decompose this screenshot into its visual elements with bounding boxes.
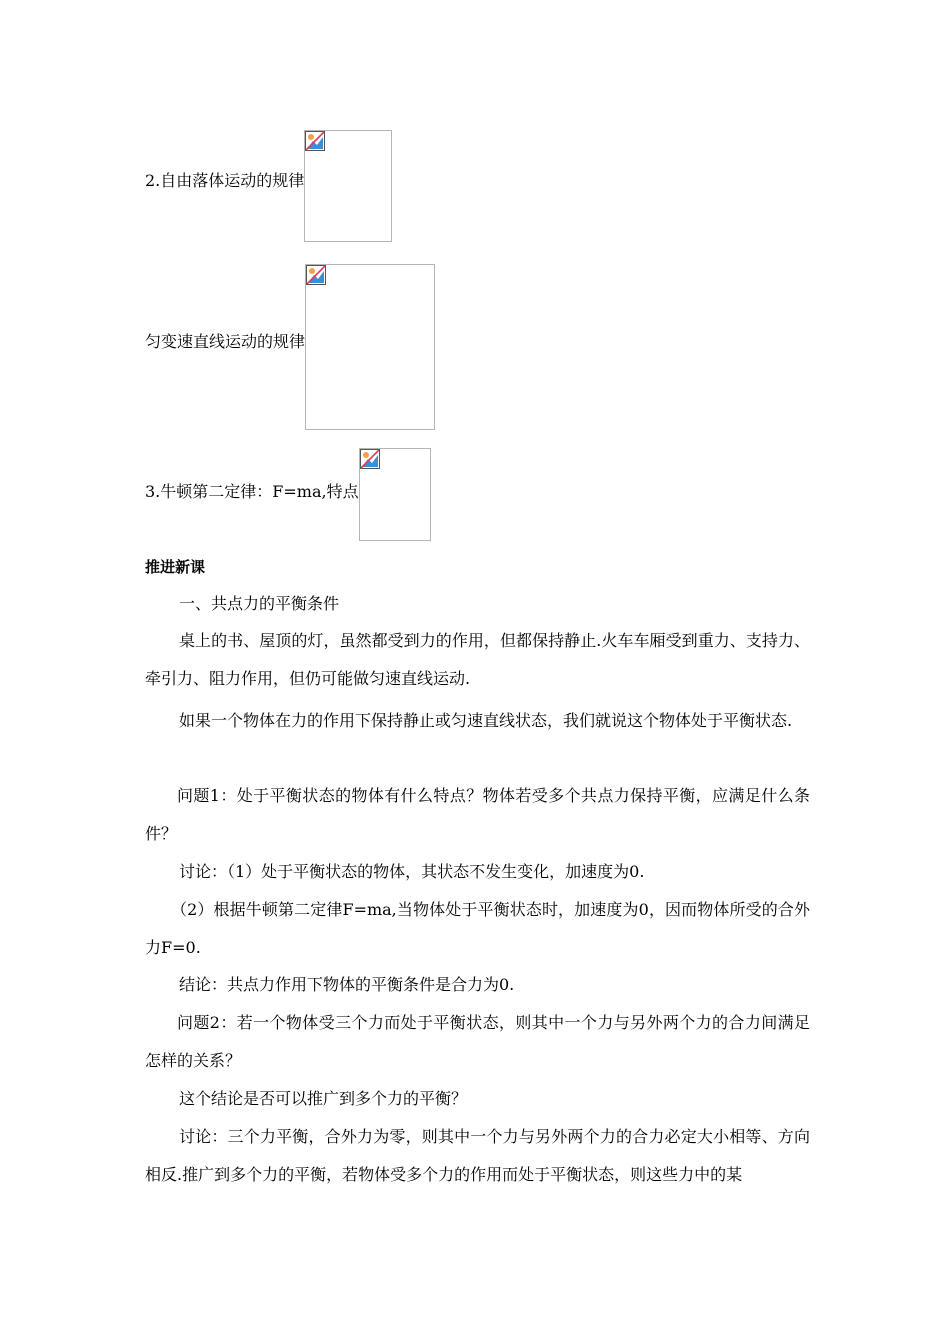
paragraph-question: 问题1：处于平衡状态的物体有什么特点？物体若受多个共点力保持平衡，应满足什么条件？: [145, 786, 810, 843]
paragraph-conclusion: 结论：共点力作用下物体的平衡条件是合力为0.: [179, 975, 515, 994]
broken-image-icon: [360, 449, 380, 469]
broken-image-icon: [306, 265, 326, 285]
paragraph-discussion: 讨论：三个力平衡，合外力为零，则其中一个力与另外两个力的合力必定大小相等、方向相反.推广到多个力的平衡，若物体受多个力的作用而处于平衡状态，则这些力中的某: [145, 1127, 810, 1184]
paragraph-section-heading: 一、共点力的平衡条件: [179, 594, 340, 613]
paragraph: 如果一个物体在力的作用下保持静止或匀速直线状态，我们就说这个物体处于平衡状态.: [179, 711, 793, 730]
formula-image: [305, 264, 435, 430]
paragraph-question: 问题2：若一个物体受三个力而处于平衡状态，则其中一个力与另外两个力的合力间满足怎样的关系？: [145, 1013, 810, 1070]
formula-image: [359, 448, 431, 541]
formula-uniform-accel: [145, 264, 435, 430]
section-title: 推进新课: [145, 558, 206, 576]
formula-newton-second: [145, 448, 431, 541]
paragraph: 这个结论是否可以推广到多个力的平衡？: [179, 1089, 468, 1108]
paragraph-discussion: 讨论：（1）处于平衡状态的物体，其状态不发生变化，加速度为0.: [179, 862, 645, 881]
formula-free-fall: [145, 130, 392, 242]
paragraph: 桌上的书、屋顶的灯，虽然都受到力的作用，但都保持静止.火车车厢受到重力、支持力、牵引力、阻力作用，但仍可能做匀速直线运动.: [145, 631, 810, 688]
formula-label: 3.牛顿第二定律：F=ma,特点: [145, 482, 359, 501]
broken-image-icon: [305, 131, 325, 151]
formula-label: 匀变速直线运动的规律: [145, 332, 306, 351]
paragraph: （2）根据牛顿第二定律F=ma,当物体处于平衡状态时，加速度为0，因而物体所受的合外力F=0.: [145, 900, 810, 957]
formula-image: [304, 130, 392, 242]
formula-label: 2.自由落体运动的规律: [145, 171, 305, 190]
